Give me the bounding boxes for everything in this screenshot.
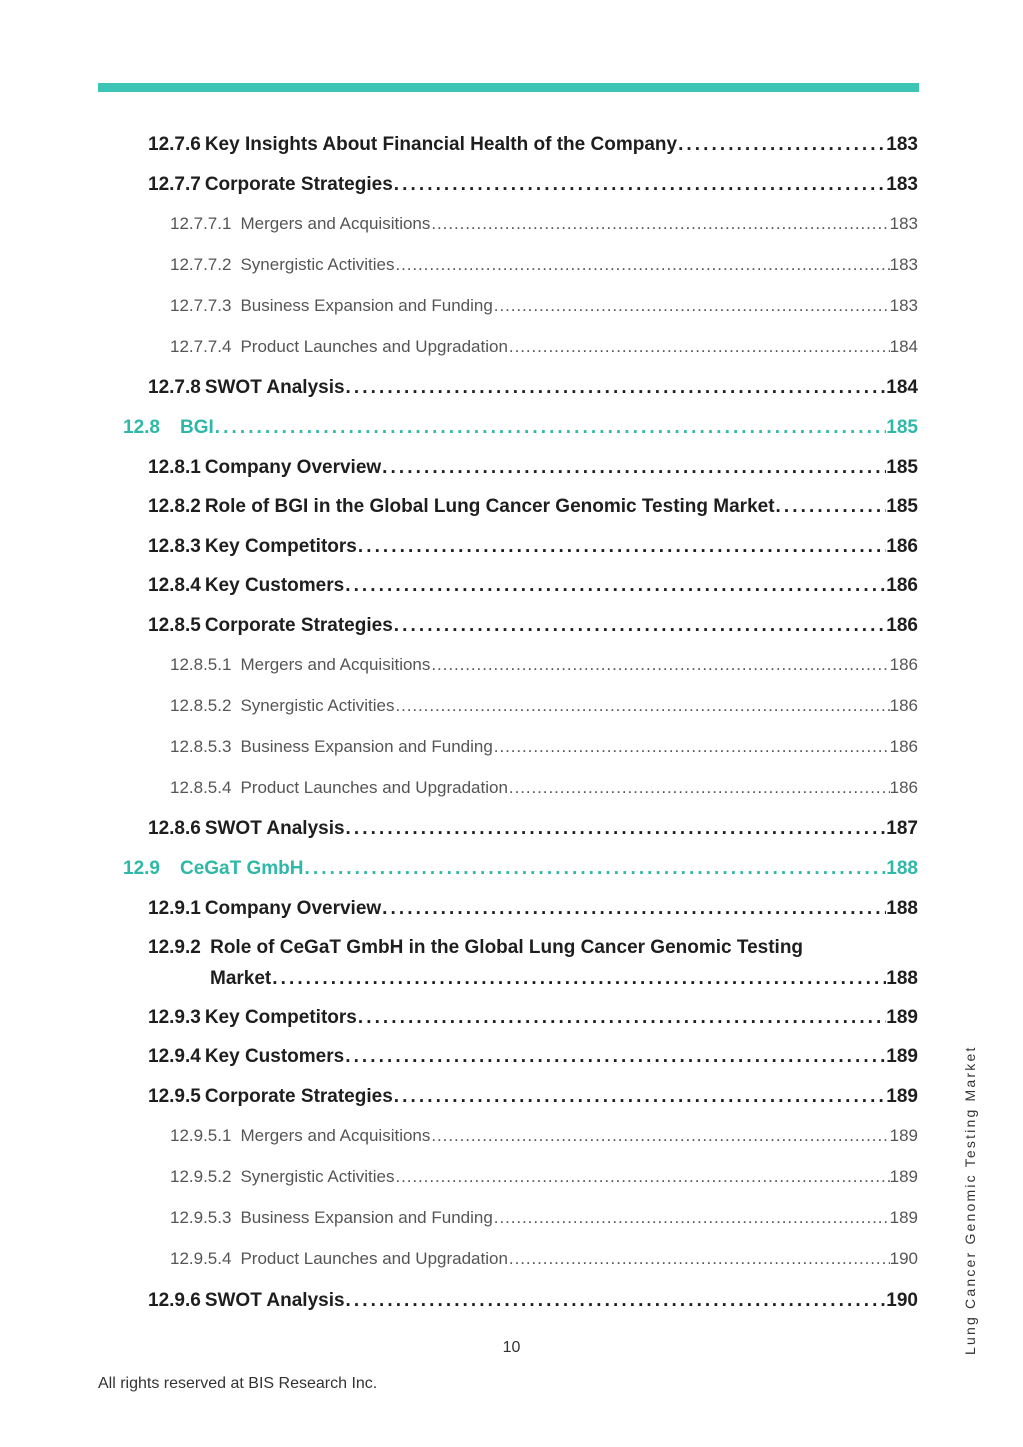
toc-subentry[interactable] <box>170 1167 918 1187</box>
toc-entry-title: Corporate Strategies <box>204 615 393 636</box>
toc-entry-title: Business Expansion and Funding <box>240 1208 493 1227</box>
toc-entry-number: 12.8.4 <box>148 575 201 596</box>
toc-entry-title: Key Competitors <box>204 536 357 557</box>
toc-entry[interactable] <box>148 134 918 156</box>
toc-entry-page: 186 <box>889 696 918 715</box>
toc-entry[interactable] <box>148 575 918 597</box>
toc-entry-title: SWOT Analysis <box>204 377 345 398</box>
toc-entry-page: 185 <box>886 417 918 438</box>
toc-entry-title: Product Launches and Upgradation <box>240 778 508 797</box>
toc-entry-number: 12.8.5.3 <box>170 737 232 756</box>
toc-entry-page: 186 <box>889 655 918 674</box>
toc-leader-dots <box>394 255 889 275</box>
toc-entry-page: 183 <box>889 255 918 274</box>
toc-entry-page: 184 <box>886 377 918 398</box>
toc-entry-title: Key Customers <box>204 1046 345 1067</box>
toc-entry-page: 189 <box>886 1086 918 1107</box>
toc-entry-page: 186 <box>889 778 918 797</box>
toc-section-heading[interactable] <box>123 417 918 439</box>
toc-entry-number: 12.9.5.3 <box>170 1208 232 1227</box>
toc-leader-dots <box>430 655 889 675</box>
toc-leader-dots <box>393 174 887 196</box>
toc-entry-title: Role of BGI in the Global Lung Cancer Genomic Testing Market <box>204 496 775 517</box>
toc-entry-number: 12.8.5.2 <box>170 696 232 715</box>
toc-entry-title: BGI <box>179 417 214 438</box>
toc-leader-dots <box>271 968 886 990</box>
toc-entry-number: 12.7.6 <box>148 134 201 155</box>
toc-entry-page: 186 <box>886 615 918 636</box>
toc-entry[interactable] <box>148 818 918 840</box>
toc-entry-page: 189 <box>886 1046 918 1067</box>
toc-entry-number: 12.8 <box>123 417 160 438</box>
toc-leader-dots <box>677 134 886 156</box>
toc-entry-page: 185 <box>886 457 918 478</box>
toc-entry-page: 187 <box>886 818 918 839</box>
toc-entry-page: 189 <box>886 1007 918 1028</box>
toc-leader-dots <box>344 575 886 597</box>
toc-subentry[interactable] <box>170 1249 918 1269</box>
toc-entry-title: Key Competitors <box>204 1007 357 1028</box>
toc-entry-title: Corporate Strategies <box>204 1086 393 1107</box>
toc-entry-title: Company Overview <box>204 898 382 919</box>
toc-subentry[interactable] <box>170 255 918 275</box>
toc-leader-dots <box>381 898 886 920</box>
toc-entry-title: Business Expansion and Funding <box>240 296 493 315</box>
toc-entry[interactable] <box>148 377 918 399</box>
toc-entry-number: 12.7.7.3 <box>170 296 232 315</box>
toc-entry-page: 188 <box>886 858 918 879</box>
toc-leader-dots <box>430 214 889 234</box>
toc-subentry[interactable] <box>170 1208 918 1228</box>
toc-entry[interactable] <box>148 1086 918 1108</box>
toc-entry-page: 185 <box>886 496 918 517</box>
toc-entry-title: Corporate Strategies <box>204 174 393 195</box>
toc-entry-number: 12.9 <box>123 858 160 879</box>
toc-entry-title: Key Insights About Financial Health of the Company <box>204 134 678 155</box>
toc-entry-title: Synergistic Activities <box>240 255 395 274</box>
toc-entry-title: CeGaT GmbH <box>179 858 304 879</box>
toc-entry-page: 184 <box>889 337 918 356</box>
toc-entry-title: Key Customers <box>204 575 345 596</box>
toc-entry-number: 12.9.1 <box>148 898 201 919</box>
toc-subentry[interactable] <box>170 337 918 357</box>
toc-entry[interactable] <box>148 1007 918 1029</box>
toc-leader-dots <box>214 417 887 439</box>
toc-leader-dots <box>430 1126 889 1146</box>
toc-entry-page: 189 <box>889 1167 918 1186</box>
toc-entry-page: 189 <box>889 1208 918 1227</box>
toc-entry-number: 12.9.5 <box>148 1086 201 1107</box>
toc-entry-page: 183 <box>889 214 918 233</box>
toc-leader-dots <box>493 1208 890 1228</box>
toc-entry-page: 186 <box>889 737 918 756</box>
toc-entry-title: SWOT Analysis <box>204 818 345 839</box>
toc-subentry[interactable] <box>170 214 918 234</box>
toc-entry[interactable] <box>148 174 918 196</box>
toc-entry-title: Product Launches and Upgradation <box>240 1249 508 1268</box>
toc-entry-page: 186 <box>886 575 918 596</box>
toc-leader-dots <box>393 615 887 637</box>
toc-entry-number: 12.8.1 <box>148 457 201 478</box>
header-accent-bar <box>98 83 919 92</box>
toc-entry-number: 12.9.5.1 <box>170 1126 232 1145</box>
toc-entry-number: 12.8.5.4 <box>170 778 232 797</box>
footer-copyright: All rights reserved at BIS Research Inc. <box>98 1375 378 1392</box>
toc-entry-number: 12.7.7.1 <box>170 214 232 233</box>
toc-entry-page: 190 <box>886 1290 918 1311</box>
toc-leader-dots <box>393 1086 887 1108</box>
toc-entry-number: 12.8.3 <box>148 536 201 557</box>
toc-subentry[interactable] <box>170 1126 918 1146</box>
toc-entry-page: 186 <box>886 536 918 557</box>
toc-subentry[interactable] <box>170 737 918 757</box>
toc-leader-dots <box>775 496 887 518</box>
toc-entry-number: 12.9.6 <box>148 1290 201 1311</box>
toc-entry-title: Business Expansion and Funding <box>240 737 493 756</box>
toc-entry[interactable] <box>148 1046 918 1068</box>
toc-entry[interactable] <box>148 615 918 637</box>
toc-entry-title: Role of CeGaT GmbH in the Global Lung Cancer Genomic Testing <box>210 937 804 958</box>
toc-entry-title: Mergers and Acquisitions <box>240 1126 431 1145</box>
toc-entry-title: Mergers and Acquisitions <box>240 655 431 674</box>
toc-leader-dots <box>357 1007 886 1029</box>
toc-entry-number: 12.8.2 <box>148 496 201 517</box>
side-report-title: Lung Cancer Genomic Testing Market <box>962 1045 978 1355</box>
toc-entry-title-continued: Market <box>210 968 272 989</box>
toc-entry-number: 12.9.2 <box>148 937 201 958</box>
toc-entry[interactable] <box>148 937 803 959</box>
toc-leader-dots <box>345 377 887 399</box>
toc-entry[interactable] <box>148 496 918 518</box>
toc-entry-title: Synergistic Activities <box>240 696 395 715</box>
toc-leader-dots <box>493 296 890 316</box>
toc-entry-number: 12.9.4 <box>148 1046 201 1067</box>
toc-entry-page: 188 <box>886 968 918 989</box>
toc-leader-dots <box>357 536 886 558</box>
toc-entry-number: 12.9.5.2 <box>170 1167 232 1186</box>
toc-entry-page: 190 <box>889 1249 918 1268</box>
toc-leader-dots <box>394 696 889 716</box>
toc-subentry[interactable] <box>170 696 918 716</box>
toc-entry-title: SWOT Analysis <box>204 1290 345 1311</box>
toc-entry-continuation[interactable] <box>210 968 918 990</box>
toc-entry-title: Mergers and Acquisitions <box>240 214 431 233</box>
toc-entry-title: Product Launches and Upgradation <box>240 337 508 356</box>
toc-entry-title: Synergistic Activities <box>240 1167 395 1186</box>
toc-subentry[interactable] <box>170 655 918 675</box>
toc-entry-number: 12.7.8 <box>148 377 201 398</box>
toc-entry-page: 188 <box>886 898 918 919</box>
toc-entry-number: 12.8.5 <box>148 615 201 636</box>
toc-entry[interactable] <box>148 457 918 479</box>
toc-entry-page: 189 <box>889 1126 918 1145</box>
toc-entry[interactable] <box>148 536 918 558</box>
toc-leader-dots <box>394 1167 889 1187</box>
toc-entry-page: 183 <box>889 296 918 315</box>
toc-subentry[interactable] <box>170 778 918 798</box>
toc-entry-page: 183 <box>886 174 918 195</box>
toc-entry-number: 12.7.7.2 <box>170 255 232 274</box>
toc-entry-number: 12.9.3 <box>148 1007 201 1028</box>
page-number: 10 <box>502 1339 521 1356</box>
toc-entry-number: 12.9.5.4 <box>170 1249 232 1268</box>
toc-section-heading[interactable] <box>123 858 918 880</box>
toc-entry[interactable] <box>148 1290 918 1312</box>
toc-leader-dots <box>345 1290 887 1312</box>
toc-leader-dots <box>381 457 886 479</box>
toc-subentry[interactable] <box>170 296 918 316</box>
toc-leader-dots <box>493 737 890 757</box>
toc-entry-number: 12.8.5.1 <box>170 655 232 674</box>
toc-entry-number: 12.8.6 <box>148 818 201 839</box>
toc-entry-number: 12.7.7.4 <box>170 337 232 356</box>
toc-leader-dots <box>508 337 890 357</box>
toc-leader-dots <box>304 858 887 880</box>
toc-entry-page: 183 <box>886 134 918 155</box>
toc-leader-dots <box>345 818 887 840</box>
toc-leader-dots <box>344 1046 886 1068</box>
toc-leader-dots <box>508 1249 890 1269</box>
toc-entry[interactable] <box>148 898 918 920</box>
toc-entry-title: Company Overview <box>204 457 382 478</box>
toc-entry-number: 12.7.7 <box>148 174 201 195</box>
toc-leader-dots <box>508 778 890 798</box>
